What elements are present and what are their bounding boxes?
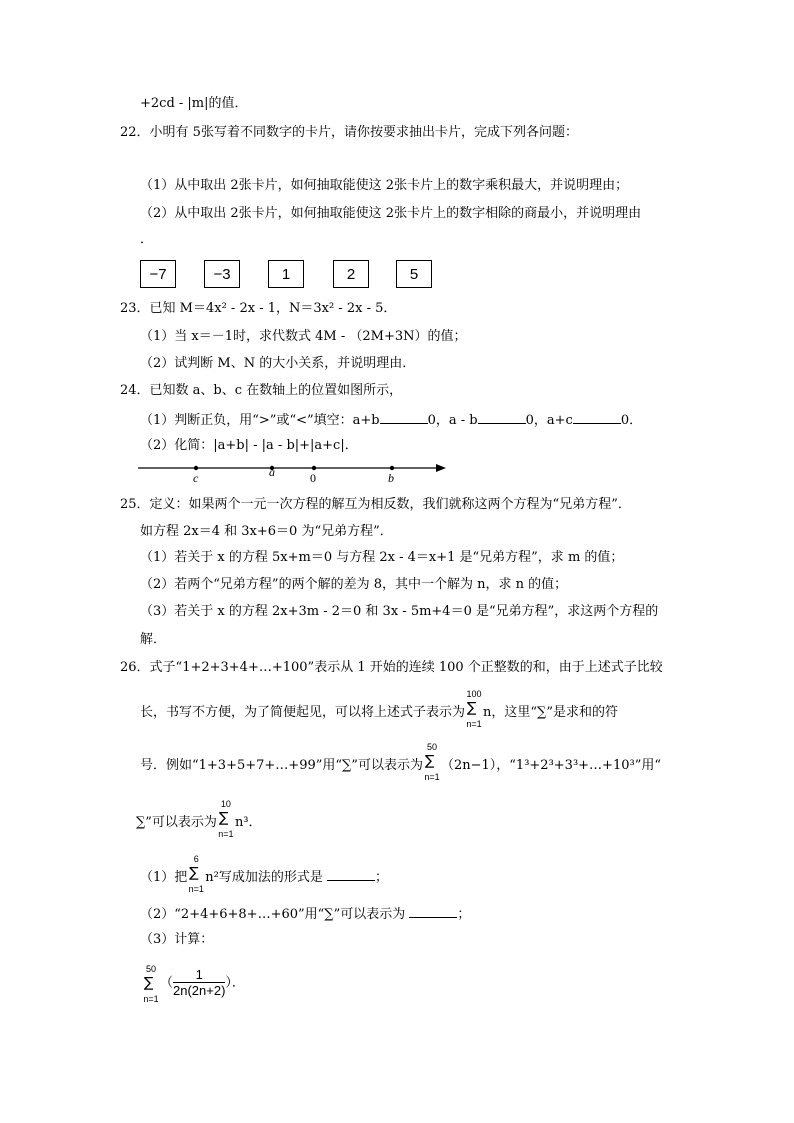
q26-line3-text-a: 号．例如“1+3+5+7+…+99”用“∑”可以表示为 (140, 758, 423, 773)
q26-line3-text-b: （2n−1），“1³+2³+3³+…+10³”用“ (440, 758, 661, 773)
q26-part2 (140, 905, 470, 923)
q26-line4-text-b: n³． (234, 815, 262, 830)
q26-part3: （3）计算： (140, 932, 214, 947)
sigma-symbol: 10 ∑ n=1 (217, 810, 235, 826)
sigma-lower: n=1 (424, 772, 440, 782)
q26-part1-text-c: ； (375, 870, 389, 885)
sigma-symbol: 50 ∑ n=1 (423, 753, 441, 769)
q25-stem: 25．定义：如果两个一元一次方程的解互为相反数，我们就称这两个方程为“兄弟方程”． (120, 497, 631, 512)
q24-stem: 24．已知数 a、b、c 在数轴上的位置如图所示， (120, 383, 403, 398)
q24-part1-text-a: （1）判断正负，用“>”或“<”填空：a+b (140, 413, 380, 428)
q26-part2-text-b: ； (457, 907, 471, 922)
sigma-upper: 50 (145, 964, 156, 974)
q25-part1: （1）若关于 x 的方程 5x+m＝0 与方程 2x - 4＝x+1 是“兄弟方程”，求 m 的值； (140, 550, 624, 565)
q25-part2: （2）若两个“兄弟方程”的两个解的差为 8，其中一个解为 n，求 n 的值； (140, 577, 568, 592)
q24-part1 (140, 411, 642, 429)
answer-blank[interactable] (380, 411, 428, 424)
q24-part1-text-d: 0． (620, 413, 643, 428)
open-paren: （ (160, 975, 174, 991)
q25-part3: （3）若关于 x 的方程 2x+3m - 2＝0 和 3x - 5m+4＝0 是“兄弟方程”，求这两个方程的 (140, 604, 659, 619)
answer-blank[interactable] (573, 411, 621, 424)
number-card: −3 (204, 260, 240, 288)
q23-part2: （2）试判断 M、N 的大小关系，并说明理由． (140, 356, 416, 371)
q26-line4 (136, 799, 262, 839)
answer-blank[interactable] (327, 868, 375, 881)
number-line-arrow (436, 464, 446, 472)
number-card: 5 (396, 260, 432, 288)
number-line-figure (136, 458, 448, 488)
q26-part2-text-a: （2）“2+4+6+8+…+60”用“∑”可以表示为 (140, 907, 406, 922)
point-b (390, 466, 394, 470)
q26-line4-text-a: ∑”可以表示为 (136, 815, 217, 830)
label-b: b (388, 471, 394, 485)
label-0: 0 (310, 471, 316, 485)
q21-tail: +2cd - |m|的值． (140, 96, 248, 111)
close-paren: ）． (225, 975, 245, 991)
fraction-denominator: 2n(2n+2) (173, 983, 226, 998)
sigma-upper: 100 (466, 689, 482, 699)
sigma-symbol: 50 ∑ n=1 (142, 975, 160, 991)
sigma-upper: 10 (220, 799, 231, 809)
q22-part2-end: ． (140, 232, 154, 247)
q24-part1-text-c: 0，a+c (525, 413, 573, 428)
label-c: c (193, 471, 199, 485)
number-card: 2 (333, 260, 369, 288)
q26-sum-expression (142, 964, 245, 1004)
q22-stem: 22．小明有 5张写着不同数字的卡片，请你按要求抽出卡片，完成下列各问题： (120, 125, 578, 140)
q26-part1-text-b: n²写成加法的形式是 (205, 870, 323, 885)
sigma-symbol: 6 ∑ n=1 (187, 865, 205, 881)
number-card: −7 (140, 260, 176, 288)
q26-part1-text-a: （1）把 (140, 870, 188, 885)
fraction (173, 968, 225, 998)
q26-part1 (140, 854, 389, 894)
number-card: 1 (268, 260, 304, 288)
point-c (194, 466, 198, 470)
q23-part1: （1）当 x＝－1时，求代数式 4M - （2M+3N）的值； (140, 329, 467, 344)
sigma-symbol: 100 ∑ n=1 (465, 700, 483, 716)
answer-blank[interactable] (409, 905, 457, 918)
sigma-lower: n=1 (188, 884, 204, 894)
fraction-numerator: 1 (173, 968, 225, 983)
q26-line2-text-a: 长，书写不方便，为了简便起见，可以将上述式子表示为 (140, 705, 466, 720)
q25-part3-end: 解． (140, 632, 167, 647)
q24-part1-text-b: 0，a - b (427, 413, 478, 428)
q26-line1: 26．式子“1+2+3+4+…+100”表示从 1 开始的连续 100 个正整数的和，由于上述式子比较 (120, 660, 663, 675)
sigma-lower: n=1 (143, 994, 159, 1004)
label-a: a (269, 465, 275, 479)
answer-blank[interactable] (478, 411, 526, 424)
q22-part1: （1）从中取出 2张卡片，如何抽取能使这 2张卡片上的数字乘积最大，并说明理由； (140, 178, 629, 193)
point-0 (312, 466, 316, 470)
q23-stem: 23．已知 M＝4x² - 2x - 1，N＝3x² - 2x - 5． (120, 301, 397, 316)
sigma-upper: 6 (193, 854, 199, 864)
sigma-lower: n=1 (218, 829, 234, 839)
q25-example: 如方程 2x＝4 和 3x+6＝0 为“兄弟方程”． (140, 524, 393, 539)
q24-part2: （2）化简：|a+b| - |a - b|+|a+c|． (140, 438, 358, 453)
q26-line2-text-b: n，这里“∑”是求和的符 (483, 705, 618, 720)
q26-line2 (140, 689, 618, 729)
sigma-lower: n=1 (466, 719, 482, 729)
sigma-upper: 50 (426, 742, 437, 752)
q26-line3 (140, 742, 661, 782)
q22-part2: （2）从中取出 2张卡片，如何抽取能使这 2张卡片上的数字相除的商最小，并说明理由 (140, 206, 642, 221)
